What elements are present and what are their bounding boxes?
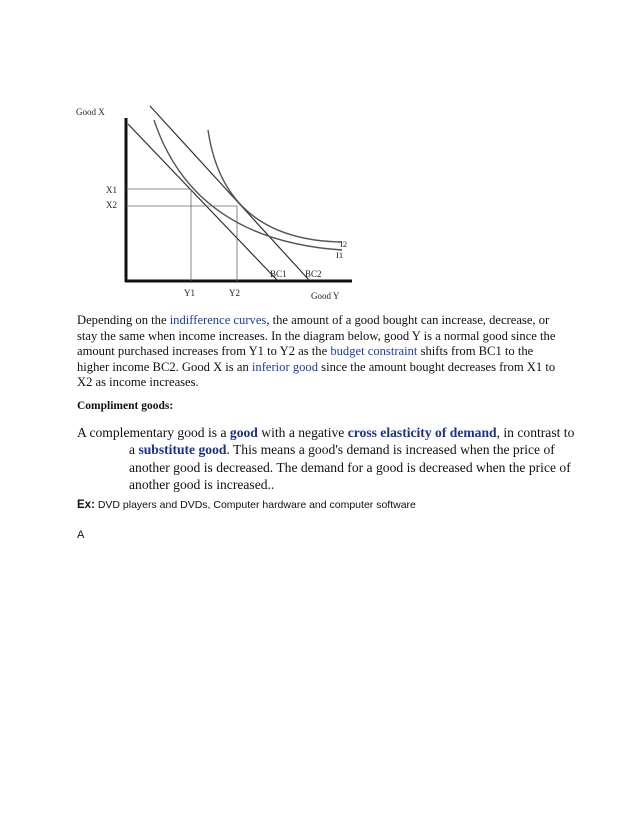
- budget-line-bc1: [128, 124, 277, 280]
- link-indifference-curves[interactable]: indifference curves: [169, 313, 267, 327]
- indifference-curve-diagram: [74, 100, 374, 310]
- label-bc1: BC1: [270, 269, 287, 279]
- tick-y2: Y2: [229, 288, 240, 298]
- tick-x1: X1: [106, 185, 117, 195]
- indifference-paragraph: [77, 313, 567, 391]
- indifference-curve-i2: [208, 130, 342, 242]
- tick-y1: Y1: [184, 288, 195, 298]
- link-substitute-good[interactable]: substitute good: [138, 442, 227, 458]
- para1-text-2: , the amount of a good bought can increase, decrease, or stay the same when income increases. In the diagram below, good Y is a normal good since the amount purchased increases from Y1 to Y2 as the: [77, 313, 556, 359]
- para1-text-1: Depending on the: [77, 313, 170, 327]
- para1-text-4: since the amount bought decreases from X1 to X2 as income increases.: [77, 359, 556, 390]
- label-i2: I2: [340, 239, 348, 249]
- budget-line-bc2: [150, 106, 309, 280]
- para2-text-4: . This means a good's demand is increased when the price of another good is decreased. The demand for a good is decreased when the price of another good is increased..: [129, 442, 571, 493]
- link-good[interactable]: good: [229, 425, 258, 440]
- section-heading: Compliment goods:: [77, 400, 174, 412]
- label-i1: I1: [336, 250, 344, 260]
- complementary-paragraph: [77, 424, 577, 494]
- para2-text-2: with a negative: [257, 425, 348, 440]
- example-text: DVD players and DVDs, Computer hardware and computer software: [94, 499, 416, 511]
- para2-text-3: , in contrast to a: [129, 425, 575, 458]
- link-inferior-good[interactable]: inferior good: [251, 359, 319, 374]
- para2-text-1: A complementary good is a: [77, 425, 230, 440]
- trailing-text: A: [77, 529, 85, 541]
- label-bc2: BC2: [305, 269, 322, 279]
- x-axis-label: Good Y: [311, 291, 340, 301]
- example-label: Ex:: [77, 499, 95, 511]
- tick-x2: X2: [106, 200, 117, 210]
- para1-text-3: shifts from BC1 to the higher income BC2. Good X is an: [77, 344, 534, 374]
- y-axis-label: Good X: [76, 107, 105, 117]
- indifference-curve-i1: [154, 120, 342, 250]
- link-cross-elasticity[interactable]: cross elasticity of demand: [347, 425, 497, 440]
- link-budget-constraint[interactable]: budget constraint: [330, 344, 418, 359]
- example-line: [77, 499, 416, 511]
